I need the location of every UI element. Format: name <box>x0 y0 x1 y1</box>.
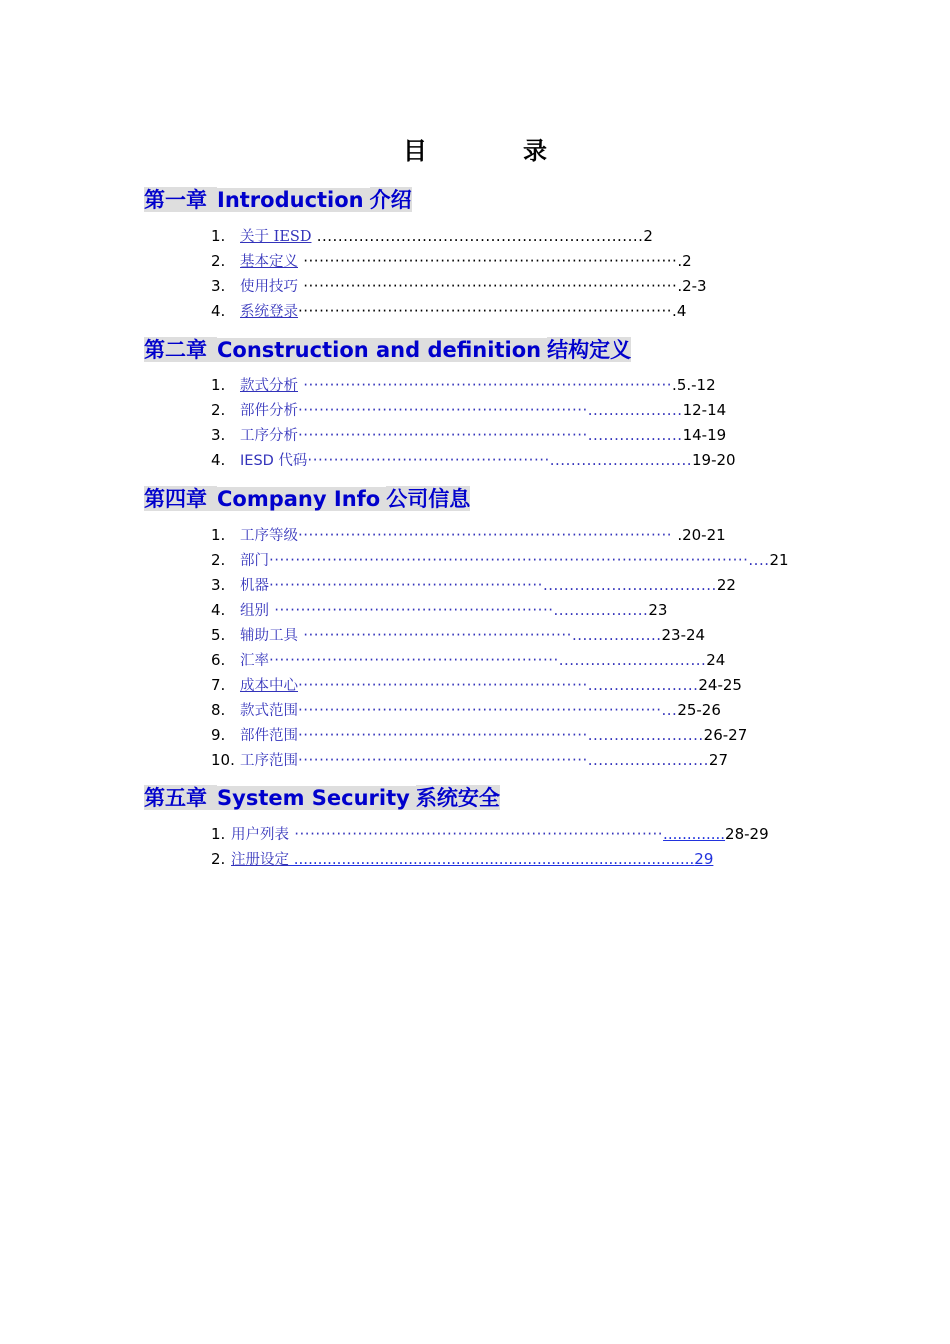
toc-entry[interactable] <box>211 698 789 723</box>
entry-number: 5. <box>211 626 226 644</box>
chapter-heading-4[interactable] <box>144 483 470 513</box>
dot-leader: ······················································· <box>298 401 588 419</box>
toc-entry[interactable] <box>211 448 736 473</box>
page-number: 22 <box>716 576 736 594</box>
chapter-title-cn: 系统安全 <box>415 785 500 810</box>
dot-leader: ······················································· <box>298 426 588 444</box>
chapter-4-entries <box>211 523 789 773</box>
dot-leader: ·············································· <box>307 451 550 469</box>
dot-leader-2: .................. <box>553 601 649 619</box>
page-number: 27 <box>708 751 729 769</box>
dot-leader-2: ........................... <box>549 451 693 469</box>
chapter-title-cn: 公司信息 <box>386 486 471 511</box>
page-number: 19-20 <box>692 451 736 469</box>
toc-entry[interactable] <box>211 573 789 598</box>
dot-leader-2: ....................... <box>587 751 709 769</box>
chapter-title-en: Company Info <box>217 487 386 511</box>
toc-title: 目 录 <box>403 136 583 165</box>
chapter-heading-2[interactable] <box>144 334 631 364</box>
dot-leader: ······································································· <box>298 302 673 320</box>
entry-number: 7. <box>211 676 226 694</box>
chapter-title-en: System Security <box>217 786 416 810</box>
entry-number: 2. <box>211 850 226 868</box>
entry-number: 1. <box>211 825 226 843</box>
dot-leader-2: .... <box>748 551 770 569</box>
entry-link[interactable]: IESD 代码 <box>240 453 308 469</box>
entry-number: 1. <box>211 227 226 245</box>
entry-number: 6. <box>211 651 226 669</box>
entry-link[interactable]: 工序等级 <box>240 528 298 544</box>
toc-entry[interactable] <box>211 224 707 249</box>
entry-link[interactable]: 注册设定 <box>231 852 289 868</box>
dot-leader: ··························································································· <box>269 551 749 569</box>
toc-entry[interactable] <box>211 423 736 448</box>
dot-leader: ······································································· <box>298 526 673 544</box>
toc-entry[interactable] <box>211 249 707 274</box>
entry-number: 1. <box>211 376 226 394</box>
toc-entry[interactable] <box>211 648 789 673</box>
dot-leader: ····································································· <box>298 701 662 719</box>
dot-leader: ······································································· <box>298 252 678 270</box>
entry-number: 3. <box>211 576 226 594</box>
entry-number: 3. <box>211 277 226 295</box>
chapter-5-entries <box>211 822 769 872</box>
entry-link[interactable]: 基本定义 <box>240 254 298 270</box>
page-number: .20-21 <box>677 526 726 544</box>
toc-entry[interactable] <box>211 673 789 698</box>
page-number: .2 <box>677 252 692 270</box>
page-number: 28-29 <box>725 825 769 843</box>
page-number: 29 <box>694 850 714 868</box>
page-number: 24-25 <box>698 676 742 694</box>
entry-number: 2. <box>211 401 226 419</box>
chapter-number: 第二章 <box>144 337 217 362</box>
dot-leader: ······································································ <box>289 825 664 843</box>
toc-entry[interactable] <box>211 847 769 872</box>
entry-link[interactable]: 汇率 <box>240 653 269 669</box>
entry-link[interactable]: 款式范围 <box>240 703 298 719</box>
entry-number: 3. <box>211 426 226 444</box>
dot-leader: ······················································· <box>298 726 588 744</box>
page-number: 2 <box>643 227 653 245</box>
page-number: 23 <box>648 601 668 619</box>
entry-number: 9. <box>211 726 226 744</box>
chapter-2-entries <box>211 373 736 473</box>
entry-link[interactable]: 部件范围 <box>240 728 298 744</box>
dot-leader-2: ............................ <box>558 651 707 669</box>
toc-entry[interactable] <box>211 274 707 299</box>
entry-link[interactable]: 使用技巧 <box>240 279 298 295</box>
toc-entry[interactable] <box>211 598 789 623</box>
toc-entry[interactable] <box>211 623 789 648</box>
chapter-1-entries <box>211 224 707 324</box>
dot-leader: .............................................................. <box>311 227 644 245</box>
page-number: 14-19 <box>682 426 727 444</box>
dot-leader: ··················································· <box>298 626 572 644</box>
toc-entry[interactable] <box>211 548 789 573</box>
entry-link[interactable]: 机器 <box>240 578 269 594</box>
dot-leader-2: ................................. <box>542 576 717 594</box>
page-number: 24 <box>706 651 726 669</box>
entry-link[interactable]: 组别 <box>240 603 269 619</box>
entry-number: 10. <box>211 751 235 769</box>
chapter-number: 第五章 <box>144 785 217 810</box>
entry-link[interactable]: 系统登录 <box>240 304 298 320</box>
entry-number: 4. <box>211 302 226 320</box>
chapter-title-en: Construction and definition <box>217 338 547 362</box>
page-number: 25-26 <box>677 701 721 719</box>
toc-entry[interactable] <box>211 523 789 548</box>
entry-number: 8. <box>211 701 226 719</box>
chapter-heading-5[interactable] <box>144 782 500 812</box>
dot-leader-2: ................. <box>571 626 662 644</box>
dot-leader-2: ...................... <box>587 726 704 744</box>
page-number: 23-24 <box>661 626 706 644</box>
entry-link[interactable]: 用户列表 <box>231 827 289 843</box>
page-number: .5.-12 <box>672 376 716 394</box>
entry-link[interactable]: 部件分析 <box>240 403 298 419</box>
entry-link[interactable]: 成本中心 <box>240 678 298 694</box>
entry-link[interactable]: 辅助工具 <box>240 628 298 644</box>
toc-entry[interactable] <box>211 822 769 847</box>
page-number: 12-14 <box>682 401 727 419</box>
dot-leader-2: .................. <box>587 426 683 444</box>
dot-leader: ······················································· <box>298 676 588 694</box>
page-number: 21 <box>769 551 789 569</box>
entry-link[interactable]: 关于 IESD <box>240 229 312 245</box>
dot-leader: .................................................................................... <box>289 850 695 868</box>
dot-leader: ······················································· <box>269 651 559 669</box>
chapter-number: 第四章 <box>144 486 217 511</box>
dot-leader: ······················································· <box>298 751 588 769</box>
entry-number: 2. <box>211 551 226 569</box>
dot-leader: ···················································· <box>269 576 543 594</box>
chapter-title-cn: 结构定义 <box>547 337 632 362</box>
dot-leader: ······································································· <box>298 277 678 295</box>
page-number: 26-27 <box>703 726 748 744</box>
entry-number: 4. <box>211 451 226 469</box>
entry-link[interactable]: 工序范围 <box>240 753 298 769</box>
entry-number: 4. <box>211 601 226 619</box>
entry-link-group[interactable] <box>231 850 713 868</box>
toc-entry[interactable] <box>211 723 789 748</box>
toc-entry[interactable] <box>211 373 736 398</box>
toc-entry[interactable] <box>211 748 789 773</box>
chapter-title-cn: 介绍 <box>369 187 412 212</box>
toc-entry[interactable] <box>211 299 707 324</box>
chapter-title-en: Introduction <box>217 188 370 212</box>
chapter-heading-1[interactable] <box>144 184 412 214</box>
entry-link[interactable]: 款式分析 <box>240 378 298 394</box>
chapter-number: 第一章 <box>144 187 217 212</box>
toc-entry[interactable] <box>211 398 736 423</box>
dot-leader-2: ..................... <box>587 676 699 694</box>
dot-leader-2: .................. <box>587 401 683 419</box>
dot-leader: ····················································· <box>269 601 554 619</box>
entry-link[interactable]: 工序分析 <box>240 428 298 444</box>
entry-link[interactable]: 部门 <box>240 553 269 569</box>
entry-number: 1. <box>211 526 226 544</box>
dot-leader-2: ............. <box>663 825 726 843</box>
entry-number: 2. <box>211 252 226 270</box>
dot-leader-2: ... <box>661 701 678 719</box>
page-number: .4 <box>672 302 687 320</box>
page-number: .2-3 <box>677 277 707 295</box>
dot-leader: ······································································ <box>298 376 673 394</box>
